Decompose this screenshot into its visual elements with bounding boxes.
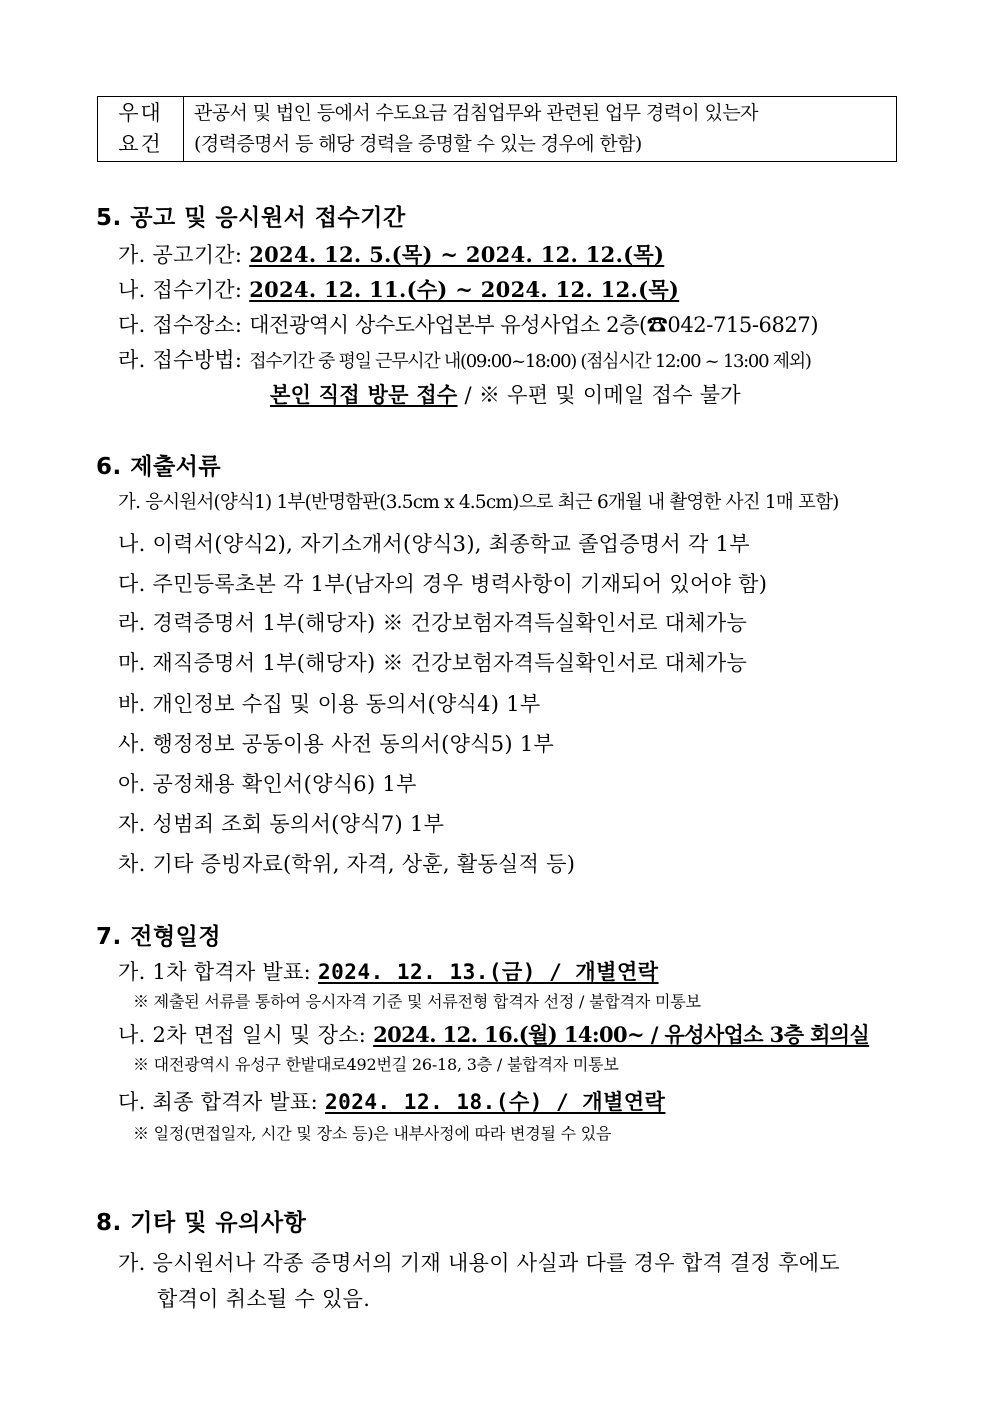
s5-notice-period [118, 239, 664, 269]
s6-item: 사. 행정정보 공동이용 사전 동의서(양식5) 1부 [118, 732, 555, 756]
section-6-title: 6. 제출서류 [96, 454, 222, 480]
s5-d-label: 라. 접수방법: [118, 348, 250, 372]
s6-item: 나. 이력서(양식2), 자기소개서(양식3), 최종학교 졸업증명서 각 1부 [118, 532, 750, 556]
s7-c-note: ※ 일정(면접일자, 시간 및 장소 등)은 내부사정에 따라 변경될 수 있음 [133, 1124, 612, 1143]
s7-c-label: 다. 최종 합격자 발표: [118, 1090, 325, 1114]
s5-a-value: 2024. 12. 5.(목) ~ 2024. 12. 12.(목) [249, 242, 665, 267]
s6-item: 차. 기타 증빙자료(학위, 자격, 상훈, 활동실적 등) [118, 852, 576, 876]
section-7-title: 7. 전형일정 [96, 924, 222, 950]
s5-c-value: 대전광역시 상수도사업본부 유성사업소 2층(☎042-715-6827) [249, 313, 819, 337]
s5-receipt-place [118, 309, 818, 339]
s7-final-result [118, 1086, 665, 1116]
section-8-title: 8. 기타 및 유의사항 [96, 1210, 307, 1236]
preference-text-line2: (경력증명서 등 해당 경력을 증명할 수 있는 경우에 한함) [194, 133, 642, 155]
s7-b-note: ※ 대전광역시 유성구 한밭대로492번길 26-18, 3층 / 불합격자 미통보 [133, 1055, 619, 1074]
s7-a-value: 2024. 12. 13.(금) / 개별연락 [318, 960, 659, 984]
s6-item: 가. 응시원서(양식1) 1부(반명함판(3.5cm x 4.5cm)으로 최근 6개월 내 촬영한 사진 1매 포함) [118, 492, 839, 513]
preference-content-cell [184, 97, 896, 161]
s5-a-label: 가. 공고기간: [118, 243, 250, 267]
s7-a-note: ※ 제출된 서류를 통하여 응시자격 기준 및 서류전형 합격자 선정 / 불합격자 미통보 [133, 992, 701, 1011]
preference-table [97, 96, 897, 162]
s7-c-value: 2024. 12. 18.(수) / 개별연락 [324, 1090, 666, 1114]
s7-a-label: 가. 1차 합격자 발표: [118, 960, 319, 984]
s8-a-line2: 합격이 취소될 수 있음. [157, 1287, 371, 1311]
s6-item: 자. 성범죄 조회 동의서(양식7) 1부 [118, 812, 445, 836]
s5-receipt-method-detail [270, 379, 741, 409]
s5-b-label: 나. 접수기간: [118, 278, 250, 302]
s8-a-line1: 가. 응시원서나 각종 증명서의 기재 내용이 사실과 다를 경우 합격 결정 후에도 [118, 1251, 840, 1275]
s6-item: 다. 주민등록초본 각 1부(남자의 경우 병력사항이 기재되어 있어야 함) [118, 572, 768, 596]
s7-b-label: 나. 2차 면접 일시 및 장소: [118, 1023, 374, 1047]
s5-d-value: 접수기간 중 평일 근무시간 내(09:00~18:00) (점심시간 12:00 ~ 13:00 제외) [249, 351, 811, 372]
s5-receipt-method [118, 344, 811, 374]
preference-label-cell [98, 97, 184, 161]
s6-item: 바. 개인정보 수집 및 이용 동의서(양식4) 1부 [118, 692, 541, 716]
preference-text-line1: 관공서 및 법인 등에서 수도요금 검침업무와 관련된 업무 경력이 있는자 [194, 102, 758, 124]
s7-second-interview [118, 1019, 869, 1049]
section-5-title: 5. 공고 및 응시원서 접수기간 [96, 205, 406, 231]
s7-b-value: 2024. 12. 16.(월) 14:00~ / 유성사업소 3층 회의실 [373, 1022, 870, 1047]
s7-first-result [118, 956, 659, 986]
s5-d-rest: / ※ 우편 및 이메일 접수 불가 [457, 383, 741, 407]
s5-c-label: 다. 접수장소: [118, 313, 250, 337]
s5-receipt-period [118, 274, 679, 304]
preference-label-line1: 우대 [118, 101, 163, 125]
preference-label-line2: 요건 [118, 132, 163, 156]
s6-item: 마. 재직증명서 1부(해당자) ※ 건강보험자격득실확인서로 대체가능 [118, 651, 748, 675]
s5-d-emph: 본인 직접 방문 접수 [270, 382, 458, 407]
s6-item: 라. 경력증명서 1부(해당자) ※ 건강보험자격득실확인서로 대체가능 [118, 611, 748, 635]
s6-item: 아. 공정채용 확인서(양식6) 1부 [118, 772, 417, 796]
s5-b-value: 2024. 12. 11.(수) ~ 2024. 12. 12.(목) [249, 277, 680, 302]
